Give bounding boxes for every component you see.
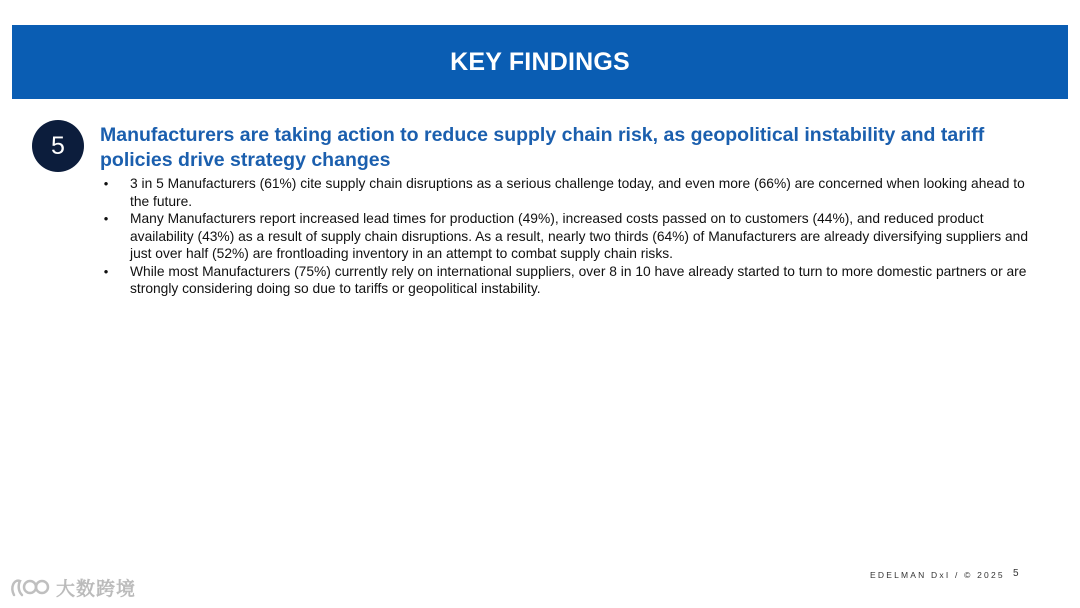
bullet-icon: • (103, 176, 109, 191)
title-banner (12, 25, 1068, 99)
page-number: 5 (1013, 568, 1019, 579)
bullet-text: Many Manufacturers report increased lead times for production (49%), increased costs passed on to customers (44%), and reduced product availability (43%) as a result of supply chain disruptions. As a result, nearly two thirds (64%) of Manufacturers are already diversifying suppliers and just over half (52%) are frontloading inventory in an attempt to combat supply chain risks. (130, 211, 1028, 261)
finding-headline: Manufacturers are taking action to reduce supply chain risk, as geopolitical instability and tariff policies drive strategy changes (100, 124, 985, 171)
bullet-item (100, 263, 1045, 298)
brand-logo-icon (8, 575, 50, 601)
bullet-text: While most Manufacturers (75%) currently rely on international suppliers, over 8 in 10 have already started to turn to more domestic partners or are strongly considering doing so due to tariffs or geopolitical instability. (130, 263, 1027, 296)
bullet-text: 3 in 5 Manufacturers (61%) cite supply chain disruptions as a serious challenge today, and even more (66%) are concerned when looking ahead to the future. (130, 176, 1025, 209)
watermark (8, 574, 136, 601)
finding-number-badge: 5 (32, 120, 84, 172)
watermark-text: 大数跨境 (56, 579, 137, 600)
page-title: KEY FINDINGS (450, 47, 630, 76)
bullet-icon: • (103, 263, 109, 279)
bullet-item (100, 210, 1045, 263)
bullet-icon: • (103, 211, 109, 226)
footer-credit: EDELMAN DxI / © 2025 (870, 570, 1005, 580)
bullet-item (100, 175, 1045, 210)
finding-bullet-list (100, 175, 1045, 298)
